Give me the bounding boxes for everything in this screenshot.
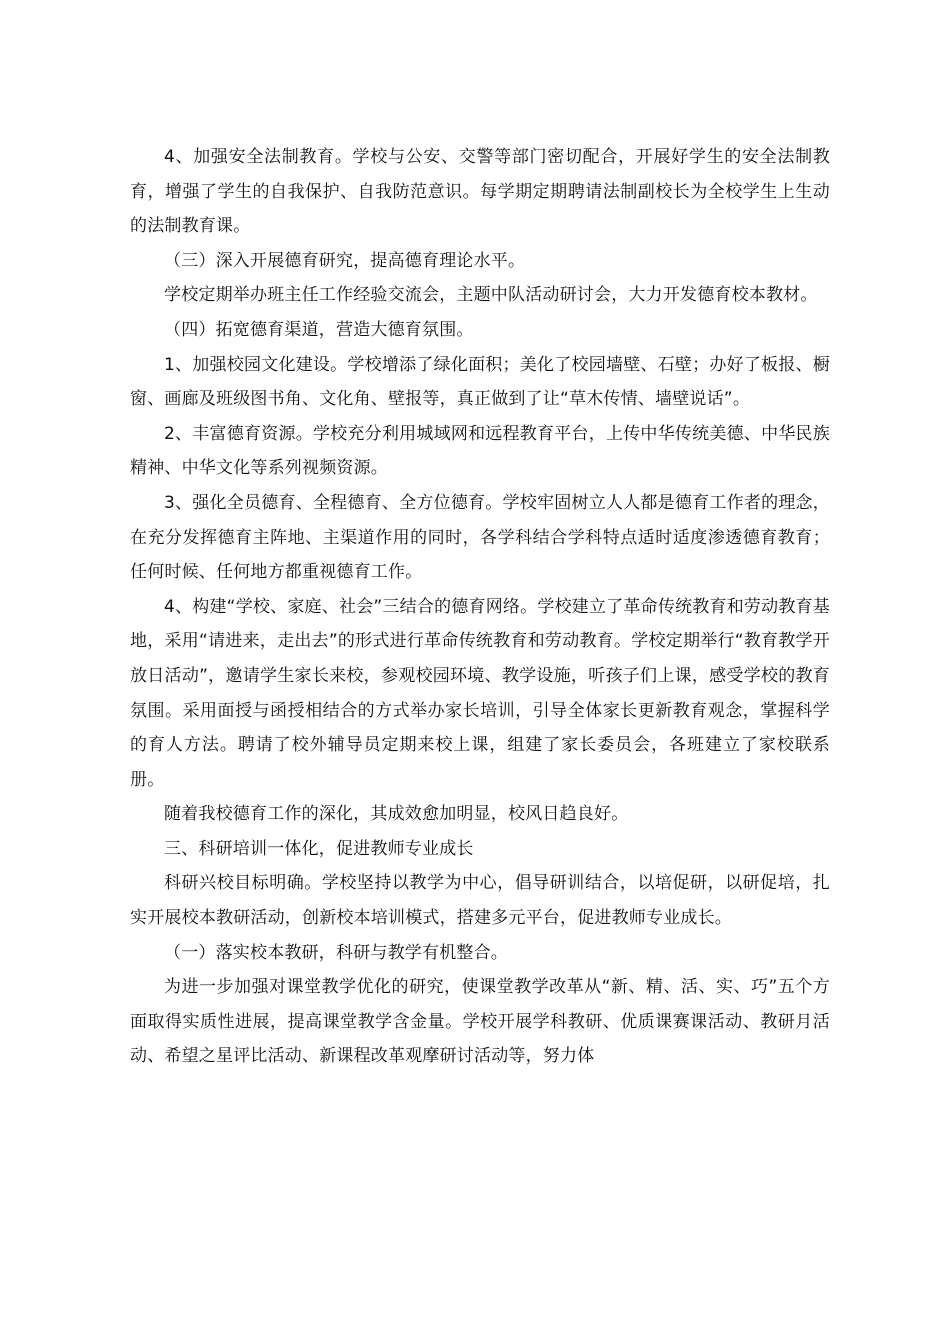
heading-moral-research: （三）深入开展德育研究，提高德育理论水平。	[164, 250, 526, 271]
paragraph-moral-resources: 2、丰富德育资源。学校充分利用城域网和远程教育平台，上传中华传统美德、中华民族精神、中华文化等系列视频资源。	[130, 423, 830, 479]
heading-school-based-research: （一）落实校本教研，科研与教学有机整合。	[164, 942, 508, 963]
paragraph-research-goals: 科研兴校目标明确。学校坚持以教学为中心，倡导研训结合，以培促研，以研促培，扎实开展校本教研活动，创新校本培训模式，搭建多元平台，促进教师专业成长。	[130, 873, 830, 929]
document-body	[130, 140, 830, 1074]
heading-research-training: 三、科研培训一体化，促进教师专业成长	[164, 838, 474, 859]
paragraph-school-family-society-network: 4、构建“学校、家庭、社会”三结合的德育网络。学校建立了革命传统教育和劳动教育基地，采用“请进来，走出去”的形式进行革命传统教育和劳动教育。学校定期举行“教育教学开放日活动”，邀请学生家长来校，参观校园环境、教学设施，听孩子们上课，感受学校的教育氛围。采用面授与函授相结合的方式举办家长培训，引导全体家长更新教育观念，掌握科学的育人方法。聘请了校外辅导员定期来校上课，组建了家长委员会，各班建立了家校联系册。	[130, 596, 830, 790]
paragraph-safety-law-education: 4、加强安全法制教育。学校与公安、交警等部门密切配合，开展好学生的安全法制教育，增强了学生的自我保护、自我防范意识。每学期定期聘请法制副校长为全校学生上生动的法制教育课。	[130, 147, 830, 237]
paragraph-all-round-moral-education: 3、强化全员德育、全程德育、全方位德育。学校牢固树立人人都是德育工作者的理念，在充分发挥德育主阵地、主渠道作用的同时，各学科结合学科特点适时适度渗透德育教育；任何时候、任何地方都重视德育工作。	[130, 492, 830, 583]
heading-moral-channels: （四）拓宽德育渠道，营造大德育氛围。	[164, 319, 474, 340]
paragraph-classroom-reform: 为进一步加强对课堂教学优化的研究，使课堂教学改革从“新、精、活、实、巧”五个方面取得实质性进展，提高课堂教学含金量。学校开展学科教研、优质课赛课活动、教研月活动、希望之星评比活动、新课程改革观摩研讨活动等，努力体	[130, 977, 830, 1067]
paragraph-moral-research: 学校定期举办班主任工作经验交流会，主题中队活动研讨会，大力开发德育校本教材。	[164, 285, 818, 306]
paragraph-campus-culture: 1、加强校园文化建设。学校增添了绿化面积；美化了校园墙壁、石壁；办好了板报、橱窗、画廊及班级图书角、文化角、壁报等，真正做到了让“草木传情、墙壁说话”。	[130, 354, 830, 410]
paragraph-moral-results: 随着我校德育工作的深化，其成效愈加明显，校风日趋良好。	[164, 804, 629, 825]
